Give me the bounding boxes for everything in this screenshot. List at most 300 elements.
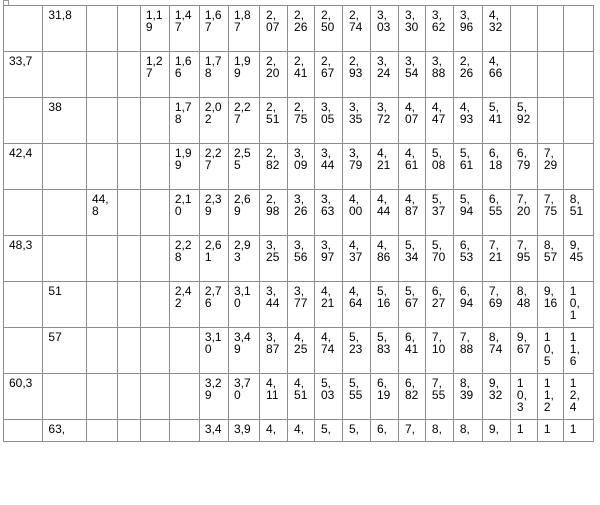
table-row (4, 236, 594, 282)
table-cell (118, 282, 141, 328)
table-cell (260, 420, 288, 442)
table-cell (140, 236, 169, 282)
table-cell (342, 6, 370, 52)
table-cell (314, 236, 342, 282)
cell-value: 8,74 (488, 330, 503, 356)
table-cell (43, 420, 87, 442)
cell-value: 1,19 (145, 8, 163, 34)
table-cell (398, 144, 425, 190)
table-cell (482, 98, 510, 144)
cell-value: 2,07 (266, 8, 280, 34)
cell-value: 4, (294, 422, 305, 436)
cell-value: 2,27 (233, 100, 251, 126)
cell-value: 48,3 (9, 238, 33, 252)
cell-value: 3,62 (431, 8, 446, 34)
table-cell (537, 52, 563, 98)
table-cell (342, 282, 370, 328)
table-cell (425, 98, 453, 144)
cell-value: 8,39 (459, 376, 474, 402)
table-cell (453, 98, 482, 144)
data-table (3, 5, 594, 442)
table-cell (342, 420, 370, 442)
cell-value: 2,55 (233, 146, 251, 172)
table-cell (314, 144, 342, 190)
table-cell (370, 236, 398, 282)
cell-value: 2,67 (320, 54, 335, 80)
table-cell (563, 6, 593, 52)
table-cell (140, 6, 169, 52)
table-cell (288, 374, 315, 420)
table-cell (342, 328, 370, 374)
table-cell (453, 6, 482, 52)
table-cell (118, 328, 141, 374)
table-cell (453, 52, 482, 98)
table-cell (482, 190, 510, 236)
table-cell (118, 52, 141, 98)
table-row (4, 144, 594, 190)
cell-value: 5,37 (431, 192, 446, 218)
table-cell (118, 190, 141, 236)
table-cell (370, 144, 398, 190)
table-cell (563, 190, 593, 236)
table-cell (43, 190, 87, 236)
table-cell (453, 328, 482, 374)
table-cell (86, 144, 117, 190)
table-cell (342, 190, 370, 236)
table-cell (228, 420, 259, 442)
cell-value: 3,88 (431, 54, 446, 80)
table-cell (537, 144, 563, 190)
cell-value: 1,66 (174, 54, 192, 80)
table-cell (199, 374, 228, 420)
table-cell (43, 6, 87, 52)
table-cell (86, 420, 117, 442)
table-cell (199, 6, 228, 52)
table-cell (398, 282, 425, 328)
cell-value: 33,7 (9, 54, 33, 68)
cell-value: 44,8 (91, 192, 109, 218)
table-cell (453, 282, 482, 328)
table-cell (510, 144, 537, 190)
cell-value: 6,79 (516, 146, 531, 172)
table-cell (140, 190, 169, 236)
cell-value: 3,10 (204, 330, 222, 356)
cell-value: 3,44 (320, 146, 335, 172)
table-cell (314, 328, 342, 374)
cell-value: 3,72 (376, 100, 391, 126)
table-cell (398, 190, 425, 236)
table-cell (199, 190, 228, 236)
table-cell (537, 6, 563, 52)
cell-value: 1,47 (174, 8, 192, 34)
table-cell (260, 6, 288, 52)
table-cell (425, 236, 453, 282)
table-cell (482, 144, 510, 190)
cell-value: 2,74 (348, 8, 363, 34)
cell-value: 63, (48, 422, 66, 436)
table-cell (86, 52, 117, 98)
table-cell (314, 52, 342, 98)
table-cell (43, 328, 87, 374)
table-cell (169, 328, 199, 374)
table-cell (398, 52, 425, 98)
table-cell (260, 144, 288, 190)
cell-value: 5, (348, 422, 359, 436)
cell-value: 5,94 (459, 192, 474, 218)
table-cell (288, 144, 315, 190)
cell-value: 4,86 (376, 238, 391, 264)
table-cell (4, 328, 43, 374)
cell-value: 4,47 (431, 100, 446, 126)
table-cell (169, 144, 199, 190)
table-cell (398, 236, 425, 282)
table-cell (140, 420, 169, 442)
table-cell (370, 420, 398, 442)
cell-value: 4,07 (404, 100, 419, 126)
cell-value: 7,95 (516, 238, 531, 264)
cell-value: 7,88 (459, 330, 474, 356)
cell-value: 6,53 (459, 238, 474, 264)
table-cell (43, 98, 87, 144)
table-cell (118, 6, 141, 52)
table-cell (260, 282, 288, 328)
cell-value: 5,55 (348, 376, 363, 402)
cell-value: 11,6 (569, 330, 580, 368)
cell-value: 7, (404, 422, 415, 436)
table-cell (370, 6, 398, 52)
table-row (4, 6, 594, 52)
cell-value: 57 (48, 330, 62, 344)
cell-value: 11,2 (543, 376, 554, 414)
table-cell (86, 328, 117, 374)
table-cell (563, 144, 593, 190)
table-cell (342, 374, 370, 420)
table-cell (314, 420, 342, 442)
cell-value: 5,34 (404, 238, 419, 264)
table-cell (4, 374, 43, 420)
table-cell (86, 98, 117, 144)
table-cell (260, 374, 288, 420)
table-cell (537, 420, 563, 442)
table-cell (43, 374, 87, 420)
table-cell (199, 420, 228, 442)
cell-value: 7,69 (488, 284, 503, 310)
cell-value: 6,27 (431, 284, 446, 310)
table-cell (398, 6, 425, 52)
cell-value: 3,05 (320, 100, 335, 126)
cell-value: 2,27 (204, 146, 222, 172)
cell-value: 5,83 (376, 330, 391, 356)
cell-value: 3,70 (233, 376, 251, 402)
table-cell (43, 52, 87, 98)
table-cell (510, 98, 537, 144)
table-cell (482, 420, 510, 442)
cell-value: 7,10 (431, 330, 446, 356)
table-cell (140, 98, 169, 144)
cell-value: 3,79 (348, 146, 363, 172)
cell-value: 3,54 (404, 54, 419, 80)
cell-value: 5,16 (376, 284, 391, 310)
cell-value: 10,1 (569, 284, 580, 322)
table-cell (314, 98, 342, 144)
cell-value: 2,61 (204, 238, 222, 264)
cell-value: 2,26 (294, 8, 308, 34)
table-cell (453, 420, 482, 442)
cell-value: 4,87 (404, 192, 419, 218)
cell-value: 6,94 (459, 284, 474, 310)
table-cell (43, 236, 87, 282)
table-cell (4, 190, 43, 236)
table-cell (482, 374, 510, 420)
table-cell (370, 282, 398, 328)
cell-value: 5,61 (459, 146, 474, 172)
table-cell (342, 98, 370, 144)
cell-value: 3,26 (294, 192, 308, 218)
table-cell (314, 282, 342, 328)
table-cell (342, 52, 370, 98)
cell-value: 10,3 (516, 376, 527, 414)
table-cell (169, 282, 199, 328)
table-cell (510, 282, 537, 328)
cell-value: 5,08 (431, 146, 446, 172)
table-cell (260, 98, 288, 144)
table-cell (228, 374, 259, 420)
cell-value: 2,20 (266, 54, 280, 80)
table-cell (118, 420, 141, 442)
table-cell (4, 282, 43, 328)
table-cell (288, 282, 315, 328)
table-cell (169, 190, 199, 236)
cell-value: 4,66 (488, 54, 503, 80)
cell-value: 3,56 (294, 238, 308, 264)
table-cell (425, 6, 453, 52)
table-cell (228, 282, 259, 328)
cell-value: 4,21 (376, 146, 391, 172)
table-row (4, 328, 594, 374)
cell-value: 2,98 (266, 192, 280, 218)
table-cell (199, 98, 228, 144)
table-cell (482, 236, 510, 282)
cell-value: 2,51 (266, 100, 280, 126)
cell-value: 7,20 (516, 192, 531, 218)
cell-value: 2,02 (204, 100, 222, 126)
table-cell (510, 52, 537, 98)
table-cell (370, 98, 398, 144)
cell-value: 3,09 (294, 146, 308, 172)
table-cell (425, 190, 453, 236)
table-cell (370, 328, 398, 374)
cell-value: 3,96 (459, 8, 474, 34)
table-cell (510, 6, 537, 52)
table-cell (4, 52, 43, 98)
table-cell (425, 282, 453, 328)
table-cell (288, 190, 315, 236)
cell-value: 2,50 (320, 8, 335, 34)
cell-value: 4,11 (266, 376, 279, 402)
table-cell (118, 144, 141, 190)
cell-value: 9, (488, 422, 499, 436)
cell-value: 1,27 (145, 54, 163, 80)
table-cell (86, 190, 117, 236)
table-cell (260, 328, 288, 374)
table-cell (537, 328, 563, 374)
cell-value: 3,25 (266, 238, 280, 264)
cell-value: 4,74 (320, 330, 335, 356)
cell-value: 3,44 (266, 284, 280, 310)
cell-value: 7,55 (431, 376, 446, 402)
table-cell (563, 98, 593, 144)
table-cell (199, 282, 228, 328)
table-cell (425, 52, 453, 98)
cell-value: 2,10 (174, 192, 192, 218)
table-row (4, 282, 594, 328)
table-row (4, 98, 594, 144)
table-cell (260, 190, 288, 236)
cell-value: 3,30 (404, 8, 419, 34)
cell-value: 2,93 (233, 238, 251, 264)
cell-value: 4,44 (376, 192, 391, 218)
table-cell (140, 282, 169, 328)
cell-value: 3,29 (204, 376, 222, 402)
cell-value: 1 (516, 422, 524, 436)
table-cell (169, 374, 199, 420)
cell-value: 9,32 (488, 376, 503, 402)
cell-value: 10,5 (543, 330, 554, 368)
cell-value: 9,67 (516, 330, 531, 356)
table-cell (288, 420, 315, 442)
table-cell (453, 190, 482, 236)
cell-value: 3,03 (376, 8, 391, 34)
table-cell (342, 144, 370, 190)
table-cell (199, 328, 228, 374)
table-cell (260, 236, 288, 282)
table-cell (314, 190, 342, 236)
cell-value: 2,39 (204, 192, 222, 218)
table-cell (453, 236, 482, 282)
table-cell (169, 6, 199, 52)
table-cell (510, 420, 537, 442)
table-cell (537, 236, 563, 282)
cell-value: 1,78 (174, 100, 192, 126)
cell-value: 6,18 (488, 146, 503, 172)
cell-value: 12,4 (569, 376, 580, 414)
cell-value: 6, (376, 422, 387, 436)
table-cell (118, 236, 141, 282)
table-cell (563, 328, 593, 374)
table-cell (4, 236, 43, 282)
table-cell (537, 374, 563, 420)
table-cell (398, 374, 425, 420)
table-cell (4, 6, 43, 52)
cell-value: 2,76 (204, 284, 222, 310)
cell-value: 5,41 (488, 100, 503, 126)
table-cell (228, 98, 259, 144)
cell-value: 4,61 (404, 146, 419, 172)
table-cell (537, 282, 563, 328)
table-cell (342, 236, 370, 282)
cell-value: 1 (543, 422, 551, 436)
cell-value: 2,26 (459, 54, 474, 80)
table-cell (482, 328, 510, 374)
table-cell (563, 236, 593, 282)
cell-value: 4,21 (320, 284, 335, 310)
table-cell (288, 52, 315, 98)
cell-value: 51 (48, 284, 62, 298)
table-row (4, 52, 594, 98)
cell-value: 4,51 (294, 376, 308, 402)
cell-value: 2,28 (174, 238, 192, 264)
table-cell (199, 236, 228, 282)
table-cell (288, 328, 315, 374)
table-cell (563, 420, 593, 442)
cell-value: 4,93 (459, 100, 474, 126)
table-cell (228, 236, 259, 282)
cell-value: 2,82 (266, 146, 280, 172)
table-cell (228, 144, 259, 190)
cell-value: 6,41 (404, 330, 419, 356)
cell-value: 7,29 (543, 146, 558, 172)
table-cell (169, 236, 199, 282)
table-cell (228, 52, 259, 98)
table-cell (260, 52, 288, 98)
cell-value: 3,77 (294, 284, 308, 310)
cell-value: 8, (431, 422, 442, 436)
cell-value: 2,69 (233, 192, 251, 218)
cell-value: 8,57 (543, 238, 558, 264)
cell-value: 7,75 (543, 192, 558, 218)
table-cell (510, 236, 537, 282)
cell-value: 1,78 (204, 54, 222, 80)
table-cell (228, 190, 259, 236)
cell-value: 6,55 (488, 192, 503, 218)
table-cell (228, 328, 259, 374)
table-cell (370, 190, 398, 236)
table-cell (169, 52, 199, 98)
table-cell (425, 374, 453, 420)
cell-value: 38 (48, 100, 62, 114)
cell-value: 4,37 (348, 238, 363, 264)
table-cell (398, 420, 425, 442)
table-cell (482, 282, 510, 328)
cell-value: 4,25 (294, 330, 308, 356)
table-cell (118, 374, 141, 420)
cell-value: 2,41 (294, 54, 308, 80)
cell-value: 42,4 (9, 146, 33, 160)
table-cell (288, 98, 315, 144)
table-cell (482, 52, 510, 98)
table-cell (43, 282, 87, 328)
table-cell (453, 374, 482, 420)
table-cell (288, 236, 315, 282)
table-cell (425, 144, 453, 190)
table-cell (140, 328, 169, 374)
cell-value: 1,87 (233, 8, 251, 34)
cell-value: 8,48 (516, 284, 531, 310)
table-cell (43, 144, 87, 190)
table-cell (425, 328, 453, 374)
cell-value: 6,19 (376, 376, 391, 402)
table-cell (288, 6, 315, 52)
table-row (4, 420, 594, 442)
table-cell (563, 282, 593, 328)
cell-value: 1,99 (233, 54, 251, 80)
cell-value: 4,64 (348, 284, 363, 310)
cell-value: 6,82 (404, 376, 419, 402)
table-cell (314, 6, 342, 52)
table-cell (537, 98, 563, 144)
cell-value: 3,9 (233, 422, 251, 436)
cell-value: 5,70 (431, 238, 446, 264)
